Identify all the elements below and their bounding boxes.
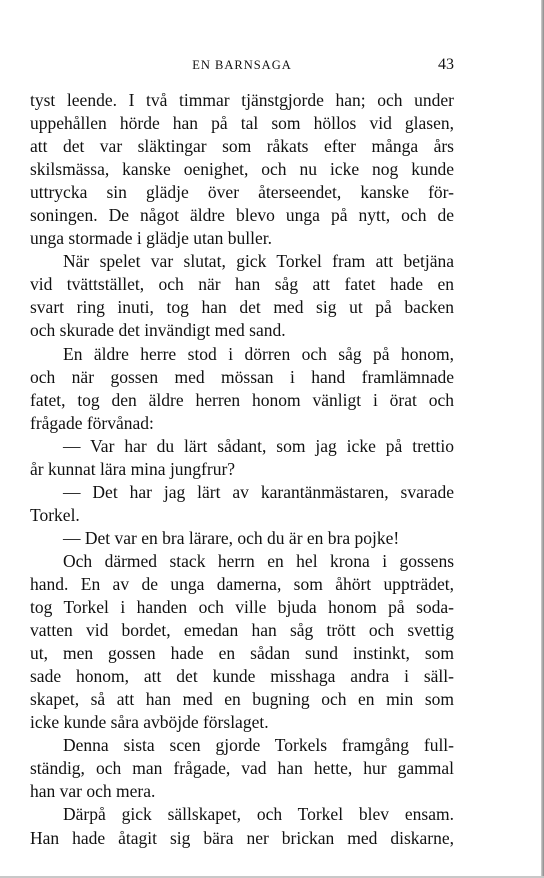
text-line: frågade förvånad: xyxy=(30,412,154,433)
text-line: Och därmed stack herrn en hel krona i gossens xyxy=(63,550,454,571)
text-line: soningen. De något äldre blevo unga på nytt, och de xyxy=(30,205,454,226)
text-line: — Var har du lärt sådant, som jag icke på trettio xyxy=(63,435,454,456)
text-line: — Det har jag lärt av karantänmästaren, svarade xyxy=(63,481,454,502)
text-line: ut, men gossen hade en sådan sund instinkt, som xyxy=(30,643,454,664)
text-line: skapet, så att han med en bugning och en min som xyxy=(30,689,454,710)
text-line: Denna sista scen gjorde Torkels framgång full- xyxy=(63,735,454,756)
text-line: och skurade det invändigt med sand. xyxy=(30,320,286,341)
text-line: han var och mera. xyxy=(30,781,156,802)
text-line: unga stormade i glädje utan buller. xyxy=(30,228,273,249)
text-line: icke kunde såra avböjde förslaget. xyxy=(30,712,269,733)
text-line: vid tvättstället, och när han såg att fatet hade en xyxy=(30,274,454,295)
text-line: hand. En av de unga damerna, som åhört uppträdet, xyxy=(30,573,454,594)
text-line: uttrycka sin glädje över återseendet, kanske för- xyxy=(30,182,454,203)
running-title: EN BARNSAGA xyxy=(192,58,292,72)
text-line: år kunnat lära mina jungfrur? xyxy=(30,458,236,479)
text-line: vatten vid bordet, emedan han såg trött och svettig xyxy=(30,620,454,641)
body-text xyxy=(30,89,454,850)
page-number: 43 xyxy=(438,56,454,73)
text-line: — Det var en bra lärare, och du är en bra pojke! xyxy=(63,527,400,548)
text-line: uppehållen hörde han på tal som höllos vid glasen, xyxy=(30,113,454,134)
text-line: tog Torkel i handen och ville bjuda honom på soda- xyxy=(30,597,454,618)
text-line: En äldre herre stod i dörren och såg på honom, xyxy=(63,343,454,364)
text-line: sade honom, att det kunde misshaga andra i säll- xyxy=(30,666,454,687)
text-line: Därpå gick sällskapet, och Torkel blev ensam. xyxy=(63,804,454,825)
page-header xyxy=(30,56,454,78)
text-line: Han hade åtagit sig bära ner brickan med diskarne, xyxy=(30,827,454,848)
text-line: och när gossen med mössan i hand framlämnade xyxy=(30,366,454,387)
text-line: ständig, och man frågade, vad han hette, hur gammal xyxy=(30,758,454,779)
text-line: fatet, tog den äldre herren honom vänligt i örat och xyxy=(30,389,454,410)
text-line: skilsmässa, kanske oenighet, och nu icke nog kunde xyxy=(30,159,454,180)
text-line: När spelet var slutat, gick Torkel fram att betjäna xyxy=(63,251,454,272)
text-line: tyst leende. I två timmar tjänstgjorde han; och under xyxy=(30,90,454,110)
text-line: Torkel. xyxy=(30,504,80,525)
text-line: svart ring inuti, tog han det med sig ut på backen xyxy=(30,297,454,318)
text-line: att det var släktingar som råkats efter många års xyxy=(30,136,454,157)
